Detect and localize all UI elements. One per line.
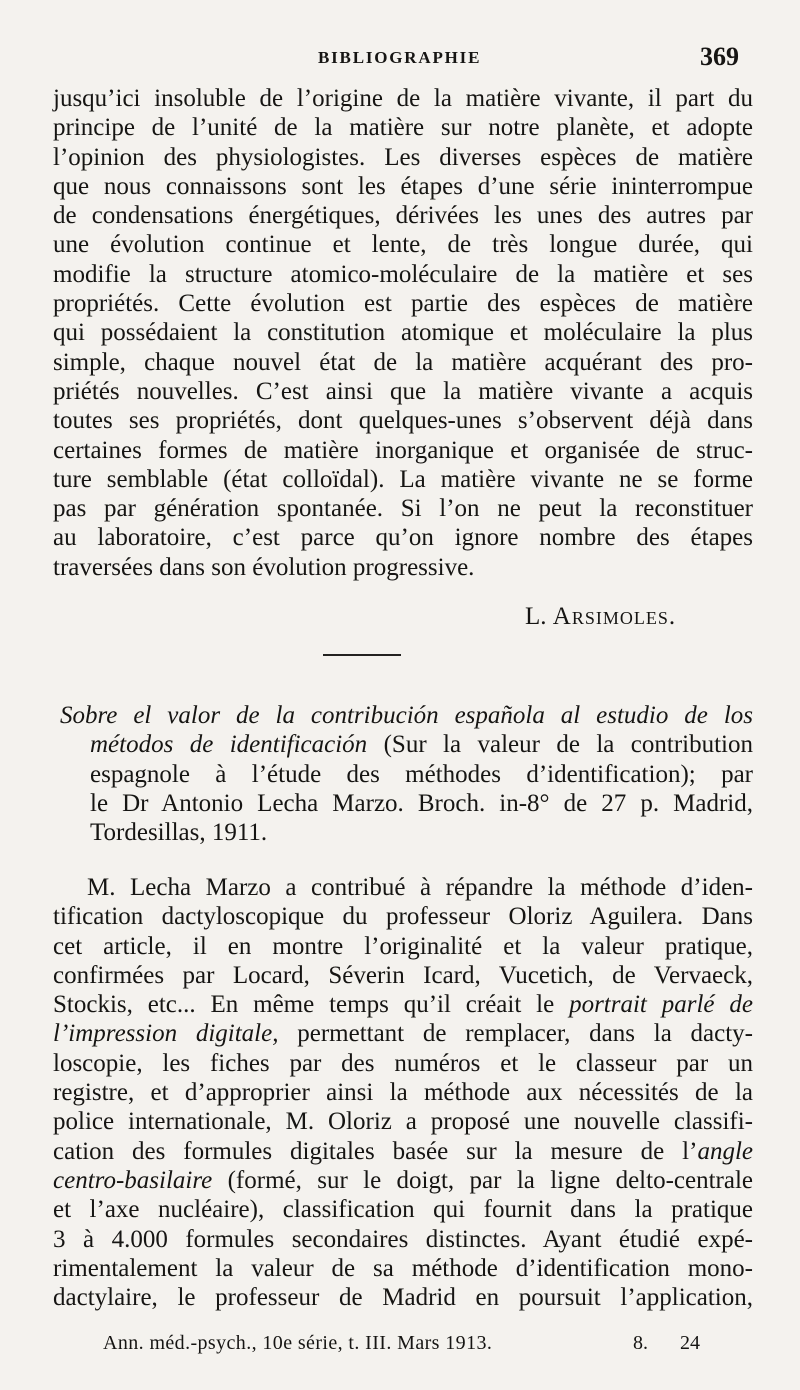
text-line: toutes ses propriétés, dont quelques-unes s’observent déjà dans xyxy=(53,407,753,435)
section-divider xyxy=(323,654,401,656)
text-line xyxy=(53,1019,753,1048)
text-line xyxy=(53,1166,753,1195)
text-line xyxy=(53,1137,753,1166)
entry-translation: (Sur la valeur de la contribution xyxy=(367,731,753,759)
entry-title-line xyxy=(60,701,753,730)
text-run: Stockis, etc... En même temps qu’il créait le xyxy=(53,991,570,1019)
text-line: pas par génération spontanée. Si l’on ne peut la reconstituer xyxy=(53,495,753,523)
text-line: tification dactyloscopique du professeur Oloriz Aguilera. Dans xyxy=(53,903,753,931)
entry-line: le Dr Antonio Lecha Marzo. Broch. in-8° de 27 p. Madrid, xyxy=(90,789,753,817)
signature-initial: L. xyxy=(525,603,547,630)
text-line: cet article, il en montre l’originalité et la valeur pratique, xyxy=(53,932,753,960)
text-line: une évolution continue et lente, de très longue durée, qui xyxy=(53,231,753,259)
text-line: police internationale, M. Oloriz a proposé une nouvelle classifi- xyxy=(53,1108,753,1136)
italic-run: centro-basilaire xyxy=(53,1166,213,1194)
text-line: que nous connaissons sont les étapes d’une série ininterrompue xyxy=(53,172,753,200)
text-line: certaines formes de matière inorganique et organisée de struc- xyxy=(53,436,753,464)
text-line: M. Lecha Marzo a contribué à répandre la méthode d’iden- xyxy=(87,874,753,901)
text-line: et l’axe nucléaire), classification qui fournit dans la pratique xyxy=(53,1196,753,1224)
signature-surname: Arsimoles. xyxy=(552,603,677,630)
text-line: 3 à 4.000 formules secondaires distinctes. Ayant étudié expé- xyxy=(53,1225,753,1253)
italic-run: l’impression digitale, xyxy=(53,1020,279,1048)
bibliographic-entry xyxy=(60,701,753,847)
text-line: confirmées par Locard, Séverin Icard, Vucetich, de Vervaeck, xyxy=(53,961,753,989)
text-line: jusqu’ici insoluble de l’origine de la matière vivante, il part du xyxy=(53,85,753,112)
running-title: BIBLIOGRAPHIE xyxy=(318,48,482,67)
text-run: permettant de remplacer, dans la dacty- xyxy=(278,1020,754,1048)
text-line: de condensations énergétiques, dérivées les unes des autres par xyxy=(53,202,753,230)
text-line xyxy=(53,990,753,1019)
text-line: registre, et d’approprier ainsi la méthode aux nécessités de la xyxy=(53,1079,753,1107)
italic-run: portrait parlé de xyxy=(569,991,753,1019)
text-run: cation des formules digitales basée sur la mesure de l’ xyxy=(53,1137,698,1165)
text-line: qui possédaient la constitution atomique et moléculaire la plus xyxy=(53,319,753,347)
sheet-number: 24 xyxy=(680,1332,700,1354)
entry-line: espagnole à l’étude des méthodes d’identification); par xyxy=(90,760,753,788)
text-line: priétés nouvelles. C’est ainsi que la matière vivante a acquis xyxy=(53,377,753,405)
text-line: l’opinion des physiologistes. Les diverses espèces de matière xyxy=(53,143,753,171)
text-line: simple, chaque nouvel état de la matière acquérant des pro- xyxy=(53,348,753,376)
italic-run: angle xyxy=(697,1137,753,1165)
journal-citation: Ann. méd.-psych., 10e série, t. III. Mars 1913. xyxy=(103,1332,493,1354)
entry-title-italic: métodos de identificación xyxy=(90,731,368,759)
entry-line: Tordesillas, 1911. xyxy=(90,819,268,847)
text-line: au laboratoire, c’est parce qu’on ignore nombre des étapes xyxy=(53,524,753,552)
text-line: rimentalement la valeur de sa méthode d’identification mono- xyxy=(53,1254,753,1282)
page-header xyxy=(0,40,800,80)
text-line: traversées dans son évolution progressive. xyxy=(53,553,475,581)
paragraph-review-continuation xyxy=(53,84,753,582)
text-line: propriétés. Cette évolution est partie des espèces de matière xyxy=(53,290,753,318)
entry-title-italic: Sobre el valor de la contribución española al estudio de los xyxy=(60,702,753,729)
review-signature xyxy=(525,603,676,631)
page-number: 369 xyxy=(700,42,739,71)
entry-title-line xyxy=(90,730,753,759)
text-run: (formé, sur le doigt, par la ligne delto-centrale xyxy=(212,1166,753,1194)
page-footer xyxy=(0,1332,800,1362)
text-line: ture semblable (état colloïdal). La matière vivante ne se forme xyxy=(53,465,753,493)
paragraph-review xyxy=(53,873,753,1312)
text-line: modifie la structure atomico-moléculaire de la matière et ses xyxy=(53,260,753,288)
text-line: loscopie, les fiches par des numéros et le classeur par un xyxy=(53,1049,753,1077)
text-line: dactylaire, le professeur de Madrid en poursuit l’application, xyxy=(53,1284,753,1312)
text-line: principe de l’unité de la matière sur notre planète, et adopte xyxy=(53,114,753,142)
signature-mark: 8. xyxy=(633,1332,648,1354)
